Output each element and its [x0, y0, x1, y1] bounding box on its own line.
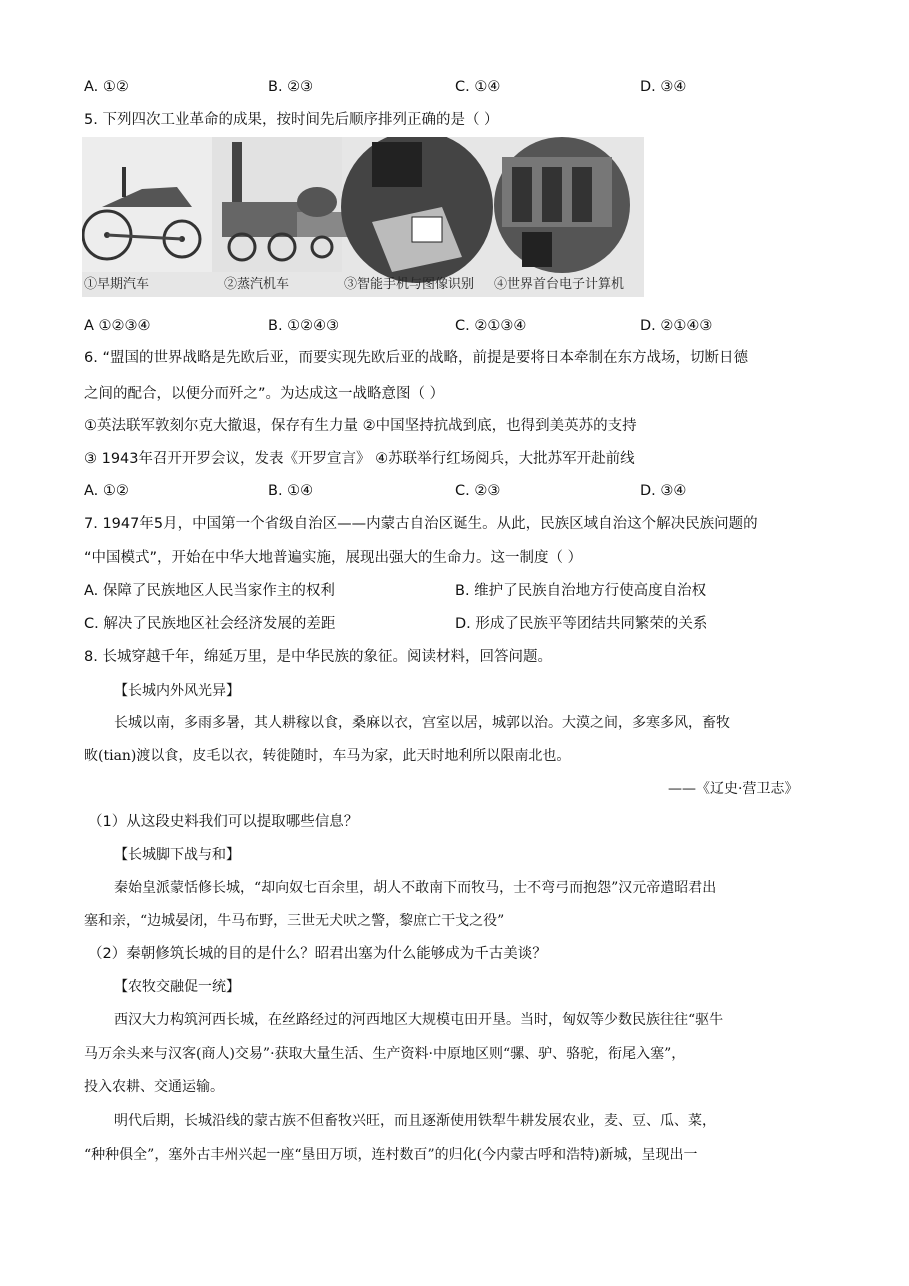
section2-line2: 塞和亲，“边城晏闭，牛马布野，三世无犬吠之警，黎庶亡干戈之役” — [84, 913, 505, 929]
section3-line3: 投入农耕、交通运输。 — [84, 1079, 224, 1095]
steam-locomotive-photo — [212, 137, 357, 272]
smartphone-photo — [341, 137, 493, 283]
q4-option-d: D. ③④ — [640, 79, 687, 95]
sub-question-1: （1）从这段史料我们可以提取哪些信息？ — [88, 814, 359, 830]
section3-line2: 马万余头来与汉客(商人)交易”·获取大量生活、生产资料·中原地区则“骡、驴、骆驼，衔尾入塞”， — [84, 1046, 686, 1062]
q6-option-c: C. ②③ — [455, 483, 501, 499]
section3-line4: 明代后期，长城沿线的蒙古族不但畜牧兴旺，而且逐渐使用铁犁牛耕发展农业，麦、豆、瓜、菜， — [114, 1113, 716, 1129]
q8-stem: 8. 长城穿越千年，绵延万里，是中华民族的象征。阅读材料，回答问题。 — [84, 649, 552, 665]
section3-line1: 西汉大力构筑河西长城，在丝路经过的河西地区大规模屯田开垦。当时，匈奴等少数民族往往“驱牛 — [114, 1012, 724, 1028]
q7-stem-line2: “中国模式”，开始在中华大地普遍实施，展现出强大的生命力。这一制度（ ） — [84, 550, 583, 566]
q7-option-d: D. 形成了民族平等团结共同繁荣的关系 — [455, 616, 708, 632]
caption-2: ②蒸汽机车 — [224, 277, 290, 292]
early-car-photo — [82, 137, 212, 272]
q5-option-a: A ①②③④ — [84, 318, 151, 334]
caption-4: ④世界首台电子计算机 — [494, 277, 625, 292]
q6-items-line2: ③ 1943年召开开罗会议，发表《开罗宣言》 ④苏联举行红场阅兵，大批苏军开赴前线 — [84, 451, 635, 467]
q5-option-b: B. ①②④③ — [268, 318, 340, 334]
q6-stem-line2: 之间的配合，以便分而歼之”。为达成这一战略意图（ ） — [84, 386, 445, 402]
sub-question-2: （2）秦朝修筑长城的目的是什么？昭君出塞为什么能够成为千古美谈？ — [88, 946, 547, 962]
industrial-revolution-photos — [82, 137, 644, 297]
q7-stem-line1: 7. 1947年5月，中国第一个省级自治区——内蒙古自治区诞生。从此，民族区域自治这个解决民族问题的 — [84, 516, 758, 532]
q7-option-b: B. 维护了民族自治地方行使高度自治权 — [455, 583, 707, 599]
section1-line1: 长城以南，多雨多暑，其人耕稼以食，桑麻以衣，宫室以居，城郭以治。大漠之间，多寒多风，畜牧 — [114, 715, 730, 731]
q5-option-d: D. ②①④③ — [640, 318, 713, 334]
section3-line5: “种种俱全”，塞外古丰州兴起一座“垦田万顷，连村数百”的归化(今内蒙古呼和浩特)新城，呈现出一 — [84, 1147, 698, 1163]
section1-source: ——《辽史·营卫志》 — [668, 781, 799, 797]
q4-option-c: C. ①④ — [455, 79, 501, 95]
q6-option-d: D. ③④ — [640, 483, 687, 499]
section2-line1: 秦始皇派蒙恬修长城，“却向奴七百余里，胡人不敢南下而牧马，士不弯弓而抱怨”汉元帝遣昭君出 — [114, 880, 717, 896]
section1-line2: 畋(tian)渡以食，皮毛以衣，转徙随时，车马为家，此天时地利所以限南北也。 — [84, 748, 571, 764]
q4-option-a: A. ①② — [84, 79, 129, 95]
q6-items-line1: ①英法联军敦刻尔克大撤退，保存有生力量 ②中国坚持抗战到底，也得到美英苏的支持 — [84, 418, 637, 434]
q6-option-b: B. ①④ — [268, 483, 314, 499]
section2-title: 【长城脚下战与和】 — [114, 847, 240, 863]
section1-title: 【长城内外风光异】 — [114, 683, 240, 699]
section3-title: 【农牧交融促一统】 — [114, 979, 240, 995]
q5-option-c: C. ②①③④ — [455, 318, 527, 334]
q6-stem-line1: 6. “盟国的世界战略是先欧后亚，而要实现先欧后亚的战略，前提是要将日本牵制在东方战场，切断日德 — [84, 350, 748, 366]
computer-photo — [494, 137, 630, 273]
q4-option-b: B. ②③ — [268, 79, 314, 95]
q6-option-a: A. ①② — [84, 483, 129, 499]
caption-1: ①早期汽车 — [84, 277, 150, 292]
caption-3: ③智能手机与图像识别 — [344, 277, 475, 292]
q7-option-a: A. 保障了民族地区人民当家作主的权利 — [84, 583, 335, 599]
q5-stem: 5. 下列四次工业革命的成果，按时间先后顺序排列正确的是（ ） — [84, 112, 499, 128]
q7-option-c: C. 解决了民族地区社会经济发展的差距 — [84, 616, 336, 632]
